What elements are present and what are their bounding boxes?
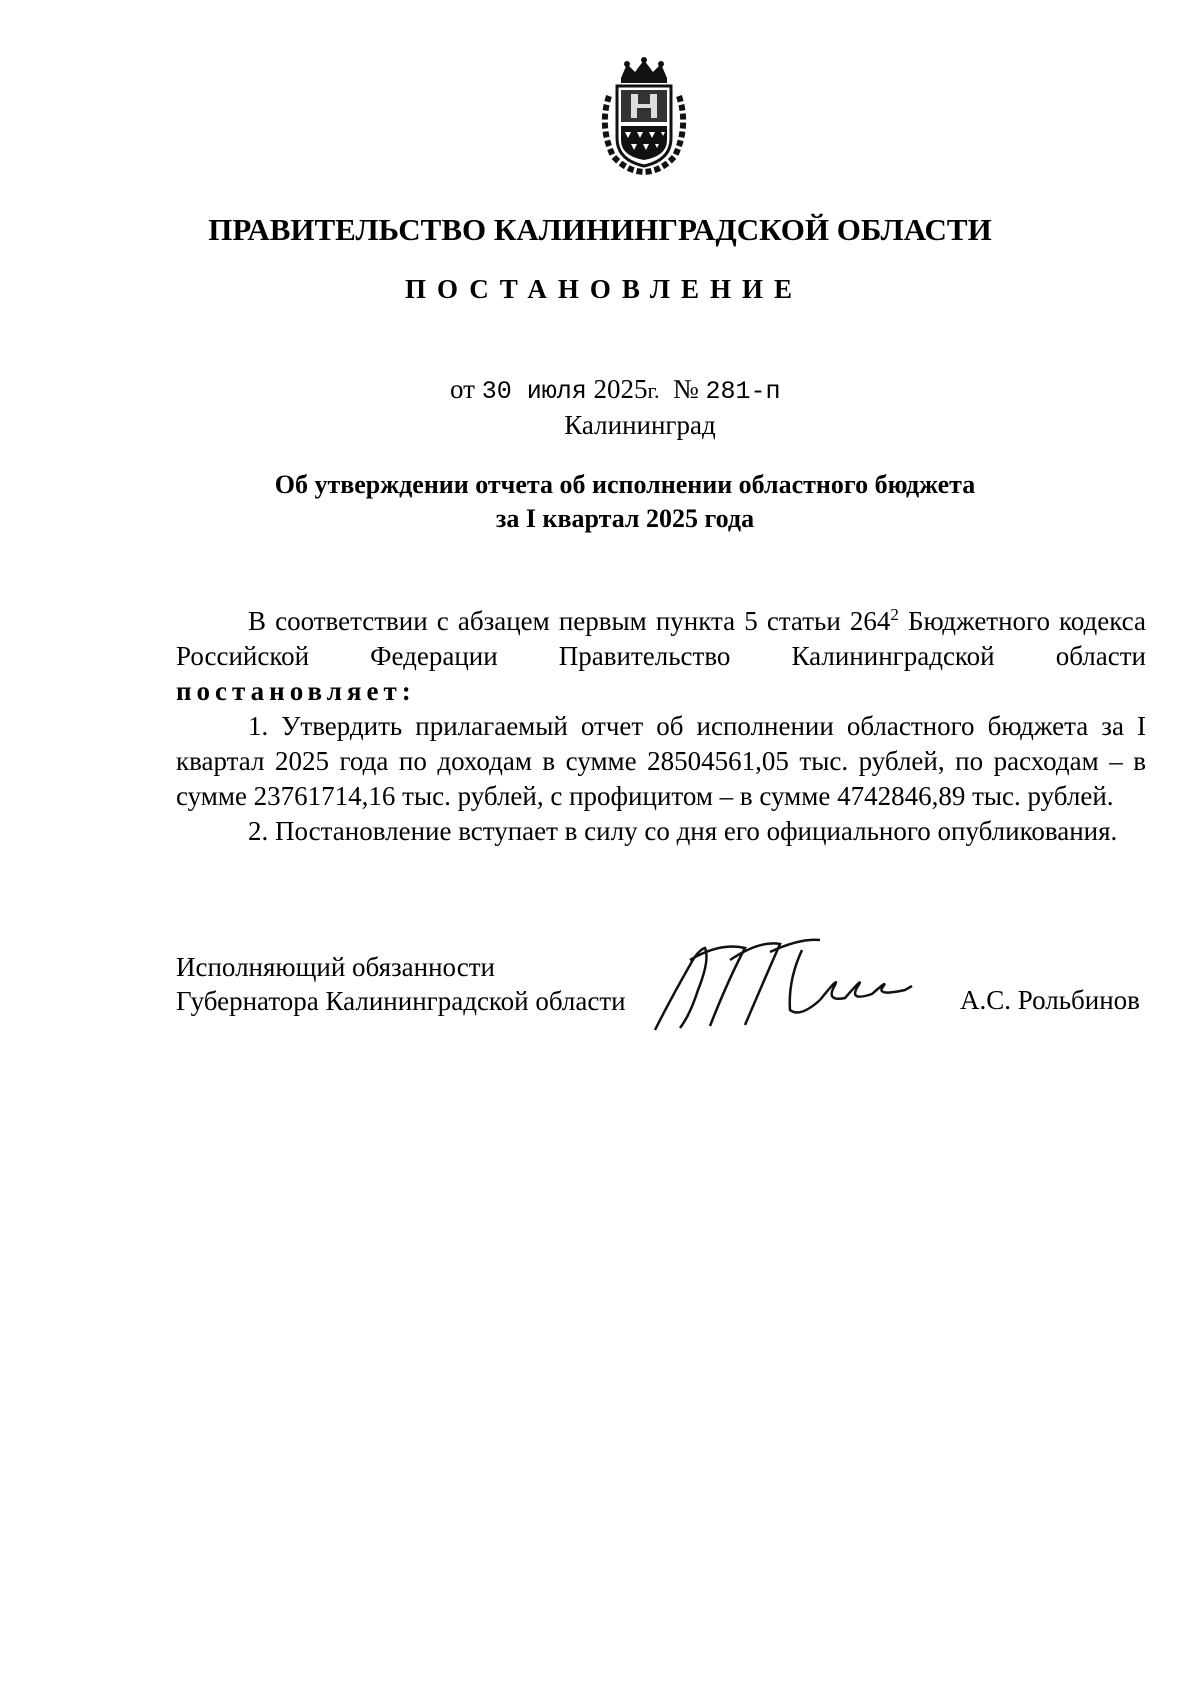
signer-name: А.С. Рольбинов [960, 985, 1140, 1015]
preamble-text-2: Бюджетного кодекса Российской Федерации Правительство Калининградской области [176, 606, 1146, 671]
clause-2: 2. Постановление вступает в силу со дня его официального опубликования. [248, 816, 1118, 846]
position-line-1: Исполняющий обязанности [176, 952, 495, 982]
resolves-word: постановляет: [176, 676, 416, 706]
subject-line-1: Об утверждении отчета об исполнении областного бюджета [274, 470, 976, 499]
government-title: ПРАВИТЕЛЬСТВО КАЛИНИНГРАДСКОЙ ОБЛАСТИ [208, 212, 992, 247]
dateline [450, 374, 781, 406]
date-year-suffix: г. [647, 378, 660, 403]
date-value: 30 июля [481, 377, 587, 406]
signatory-position [176, 950, 626, 1018]
document-type: ПОСТАНОВЛЕНИЕ [404, 274, 804, 304]
city: Калининград [564, 410, 716, 440]
clause-1: 1. Утвердить прилагаемый отчет об исполнении областного бюджета за I квартал 2025 года по доходам в сумме 28504561,05 тыс. рублей, по расходам – в сумме 23761714,16 тыс. рублей, с профицитом – в сумме 4742846,89 тыс. рублей. [176, 711, 1146, 811]
subject-line-2: за I квартал 2025 года [495, 504, 755, 533]
document-body [176, 597, 1146, 849]
preamble-text: В соответствии с абзацем первым пункта 5 статьи 264 [248, 606, 891, 636]
date-prefix: от [450, 374, 475, 404]
position-line-2: Губернатора Калининградской области [176, 986, 626, 1016]
article-superscript: 2 [890, 605, 899, 624]
preamble-paragraph [176, 597, 1146, 709]
document-number: 281-п [705, 377, 781, 406]
handwritten-signature-icon [650, 930, 930, 1040]
document-subject [0, 468, 1200, 536]
number-sign: № [673, 374, 699, 404]
date-year: 2025 [593, 374, 648, 404]
coat-of-arms-icon [591, 56, 697, 176]
